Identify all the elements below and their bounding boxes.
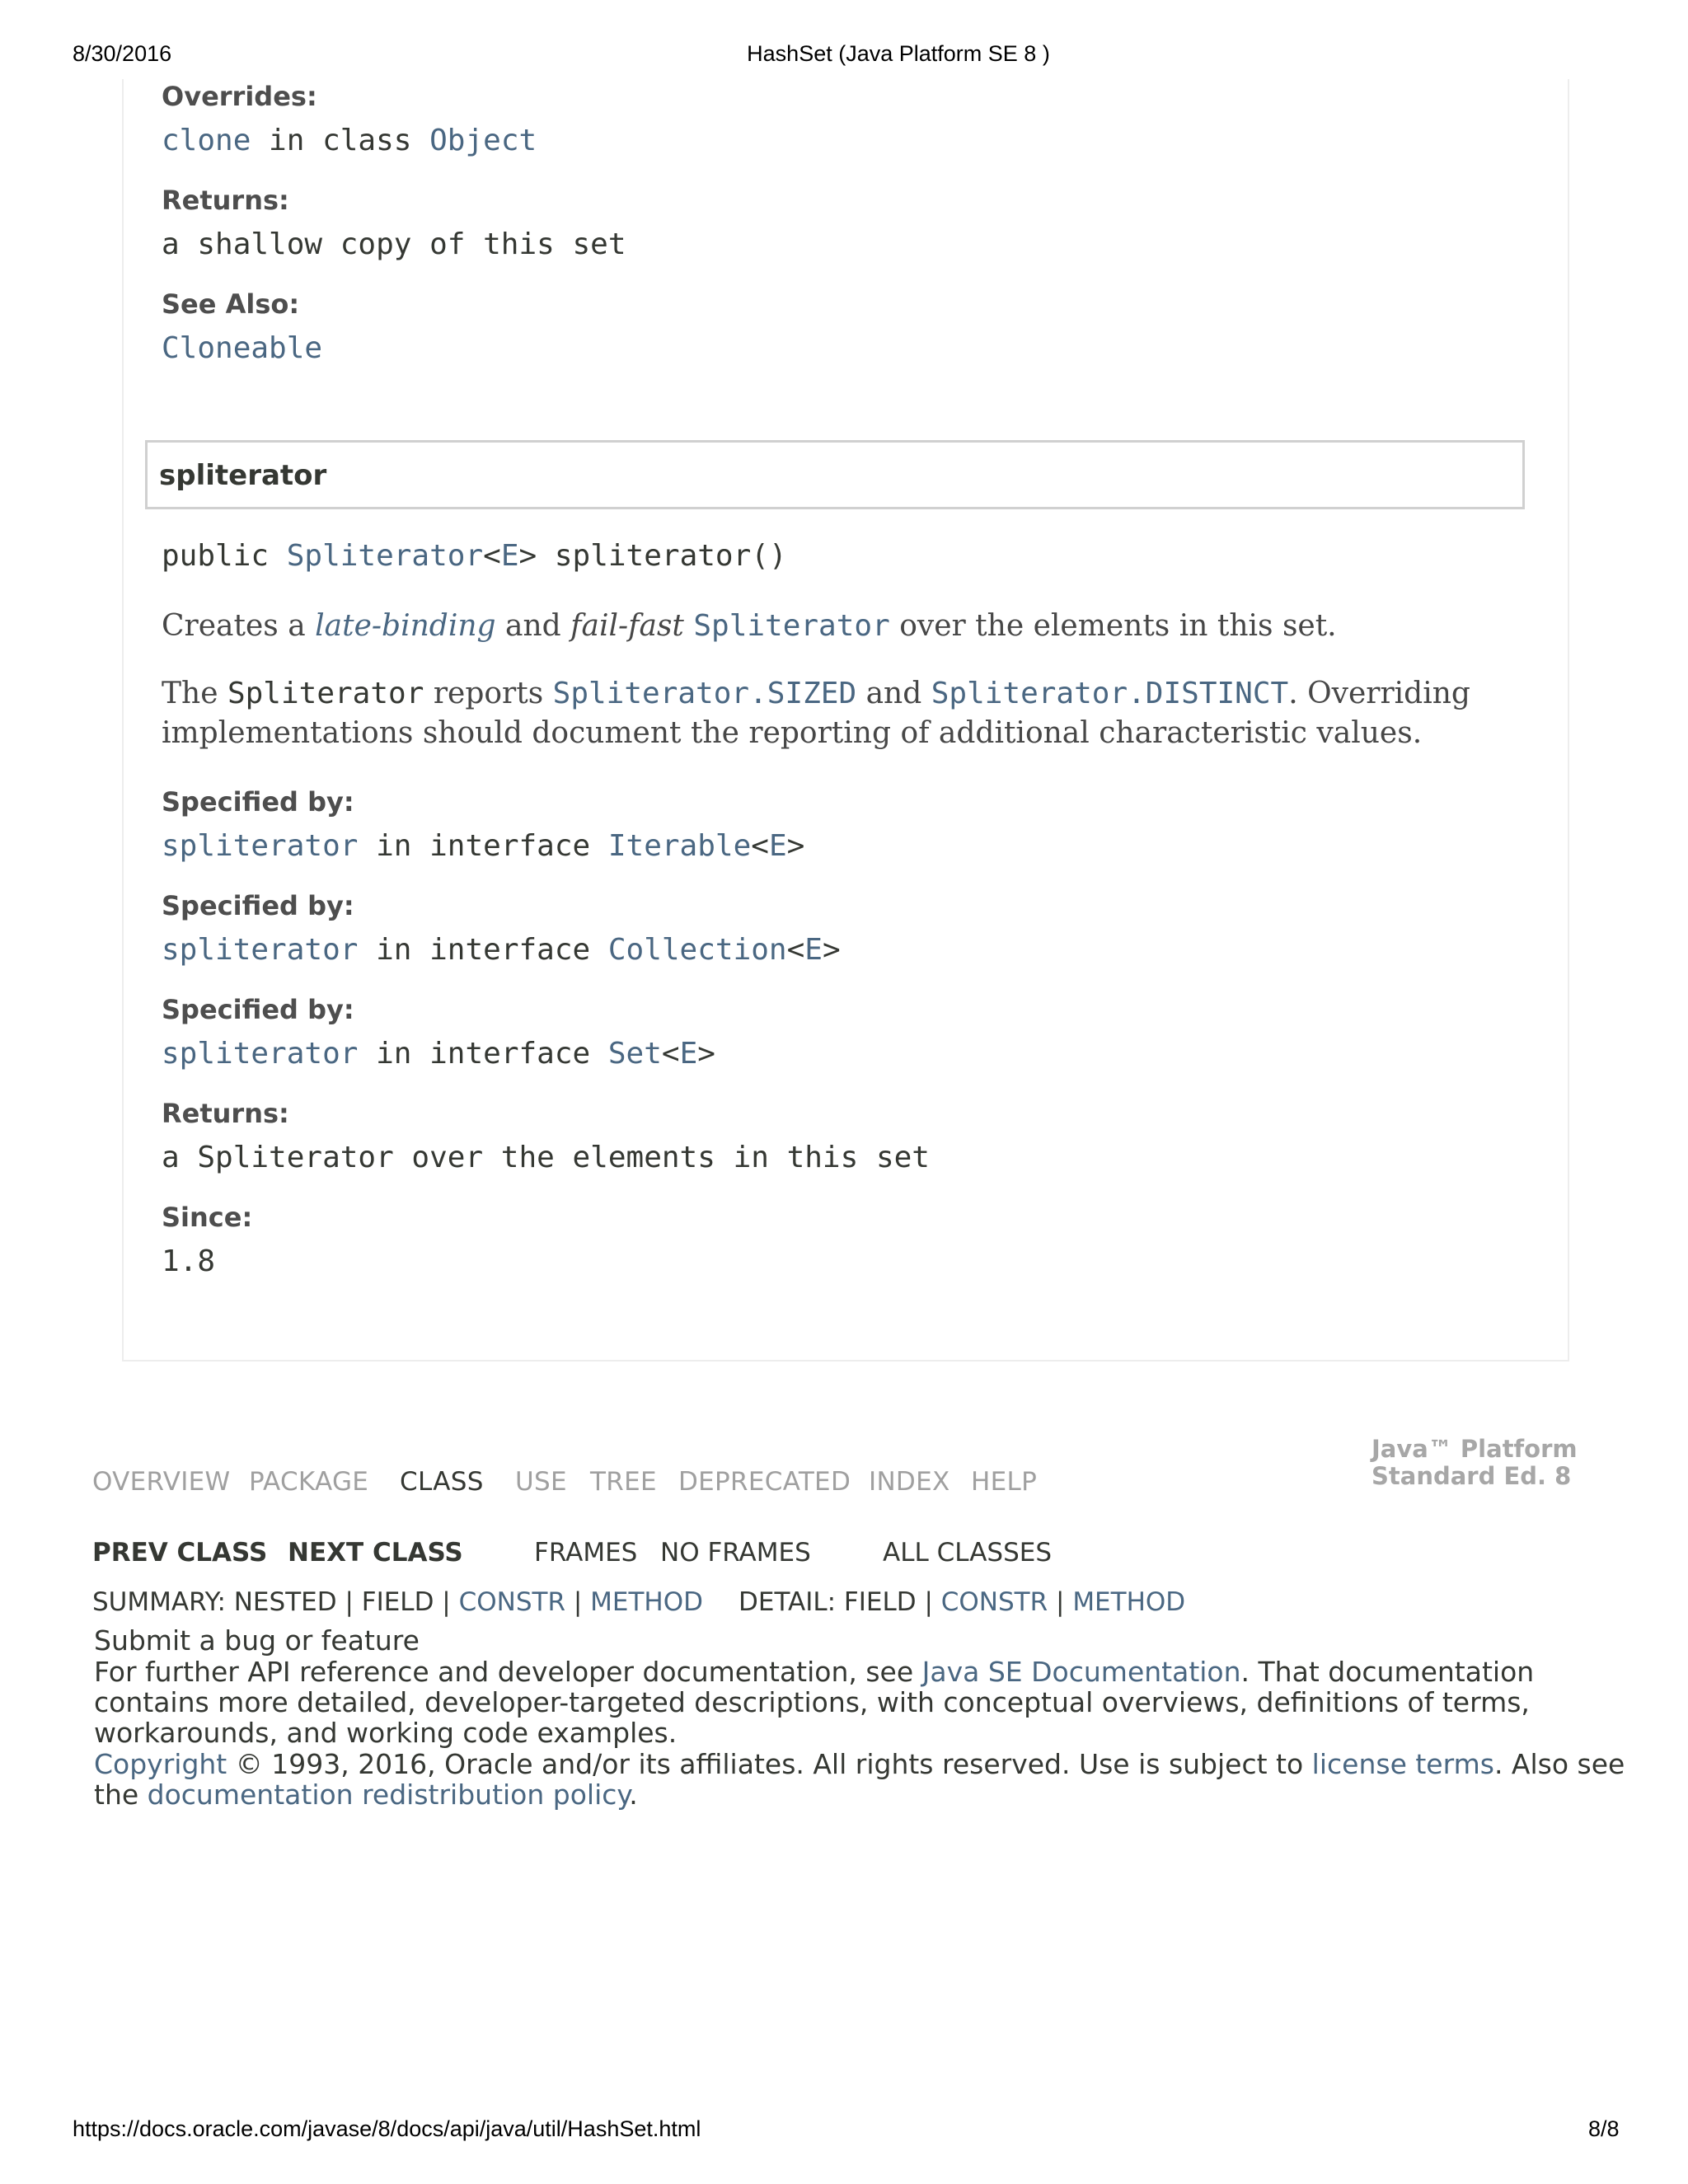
summary-label: SUMMARY: NESTED | FIELD |	[92, 1587, 459, 1617]
signature-prefix: public	[162, 539, 287, 573]
spliterator-returns-label: Returns:	[162, 1098, 289, 1129]
spliterator-link[interactable]: Spliterator	[693, 609, 890, 643]
prev-class-link[interactable]: PREV CLASS	[92, 1538, 268, 1568]
copyright-link[interactable]: Copyright	[94, 1748, 227, 1780]
lt-symbol: <	[786, 933, 805, 967]
collection-link[interactable]: Collection	[607, 933, 787, 967]
desc2-text-a: The	[162, 677, 227, 710]
since-value: 1.8	[162, 1244, 216, 1278]
signature-rest: > spliterator()	[518, 539, 787, 573]
specified-by-collection	[162, 933, 841, 967]
further-text-a: For further API reference and developer documentation, see	[94, 1656, 922, 1688]
specified-mid-text: in interface	[358, 829, 608, 863]
submit-bug-link[interactable]: Submit a bug or feature	[94, 1624, 420, 1657]
nav-use[interactable]: USE	[515, 1467, 567, 1497]
specified-by-iterable	[162, 829, 804, 863]
brand-line-1: Java™ Platform	[1372, 1435, 1578, 1463]
copyright-text	[94, 1749, 1685, 1810]
desc1-text-a: Creates a	[162, 609, 316, 643]
spliterator-collection-link[interactable]: spliterator	[162, 933, 359, 967]
license-terms-link[interactable]: license terms	[1311, 1748, 1494, 1780]
summary-method-link[interactable]: METHOD	[590, 1587, 704, 1617]
nav-package[interactable]: PACKAGE	[249, 1467, 369, 1497]
further-line-3: workarounds, and working code examples.	[94, 1717, 678, 1749]
description-paragraph-2	[162, 674, 1497, 753]
overrides-value	[162, 124, 537, 157]
specified-by-label-2: Specified by:	[162, 890, 354, 921]
spliterator-returns-value: a Spliterator over the elements in this set	[162, 1141, 930, 1174]
overrides-label: Overrides:	[162, 81, 317, 112]
nav-class-current: CLASS	[400, 1467, 484, 1497]
print-date: 8/30/2016	[73, 41, 172, 66]
object-class-link[interactable]: Object	[429, 124, 537, 157]
detail-constr-link[interactable]: CONSTR	[940, 1587, 1048, 1617]
specified-by-label-1: Specified by:	[162, 786, 354, 818]
java-se-documentation-link[interactable]: Java SE Documentation	[921, 1656, 1241, 1688]
no-frames-link[interactable]: NO FRAMES	[660, 1538, 811, 1568]
generic-e-link[interactable]: E	[804, 933, 823, 967]
specified-by-label-3: Specified by:	[162, 994, 354, 1025]
nav-index[interactable]: INDEX	[869, 1467, 950, 1497]
gt-symbol: >	[822, 933, 841, 967]
detail-nav	[738, 1587, 1185, 1617]
detail-label: DETAIL: FIELD |	[738, 1587, 941, 1617]
brand-line-2: Standard Ed. 8	[1372, 1462, 1572, 1490]
desc2-text-end: . Overriding	[1288, 677, 1470, 710]
detail-method-link[interactable]: METHOD	[1072, 1587, 1186, 1617]
method-name-heading: spliterator	[159, 459, 327, 492]
print-page-number: 8/8	[1588, 2116, 1620, 2141]
specified-by-set	[162, 1037, 715, 1071]
nav-help[interactable]: HELP	[971, 1467, 1038, 1497]
signature-lt: <	[483, 539, 501, 573]
gt-symbol: >	[697, 1037, 715, 1071]
desc1-text-end: over the elements in this set.	[889, 609, 1337, 643]
specified-mid-text: in interface	[358, 933, 608, 967]
sized-link[interactable]: Spliterator.SIZED	[552, 677, 857, 710]
nav-deprecated[interactable]: DEPRECATED	[678, 1467, 851, 1497]
desc2-line-2: implementations should document the reporting of additional characteristic values.	[162, 716, 1423, 750]
further-line-2: contains more detailed, developer-targeted descriptions, with conceptual overviews, definitions of terms,	[94, 1686, 1530, 1718]
summary-sep: |	[565, 1587, 591, 1617]
desc2-text-b: reports	[424, 677, 553, 710]
cloneable-link[interactable]: Cloneable	[162, 331, 323, 365]
since-label: Since:	[162, 1202, 253, 1233]
frames-link[interactable]: FRAMES	[534, 1538, 638, 1568]
clone-link[interactable]: clone	[162, 124, 251, 157]
redistribution-policy-link[interactable]: documentation redistribution policy	[147, 1779, 630, 1811]
returns-value: a shallow copy of this set	[162, 227, 626, 261]
desc1-text-and: and	[495, 609, 571, 643]
print-title: HashSet (Java Platform SE 8 )	[747, 41, 1050, 66]
next-class-link[interactable]: NEXT CLASS	[288, 1538, 463, 1568]
specified-mid-text: in interface	[358, 1037, 608, 1071]
desc1-space	[684, 609, 693, 643]
set-link[interactable]: Set	[607, 1037, 662, 1071]
spliterator-method-header	[145, 440, 1525, 509]
returns-label: Returns:	[162, 185, 289, 216]
lt-symbol: <	[751, 829, 769, 863]
also-see-text: . Also see	[1493, 1748, 1625, 1780]
period-text: .	[629, 1779, 638, 1811]
fail-fast-text: fail-fast	[570, 609, 684, 643]
the-text: the	[94, 1779, 148, 1811]
further-text-b: . That documentation	[1240, 1656, 1535, 1688]
generic-e-link[interactable]: E	[768, 829, 787, 863]
copyright-body: © 1993, 2016, Oracle and/or its affiliates. All rights reserved. Use is subject to	[227, 1748, 1312, 1780]
see-also-value	[162, 331, 322, 365]
spliterator-type-link[interactable]: Spliterator	[286, 539, 484, 573]
summary-constr-link[interactable]: CONSTR	[458, 1587, 565, 1617]
further-reference-text	[94, 1657, 1627, 1748]
summary-nav	[92, 1587, 703, 1617]
lt-symbol: <	[661, 1037, 680, 1071]
all-classes-link[interactable]: ALL CLASSES	[883, 1538, 1053, 1568]
spliterator-set-link[interactable]: spliterator	[162, 1037, 359, 1071]
overrides-mid-text: in class	[251, 124, 430, 157]
desc2-code-spliterator: Spliterator	[227, 677, 424, 710]
iterable-link[interactable]: Iterable	[607, 829, 752, 863]
detail-sep: |	[1048, 1587, 1073, 1617]
nav-overview[interactable]: OVERVIEW	[92, 1467, 231, 1497]
spliterator-iterable-link[interactable]: spliterator	[162, 829, 359, 863]
see-also-label: See Also:	[162, 288, 300, 320]
java-platform-brand	[1372, 1436, 1578, 1490]
late-binding-link[interactable]: late-binding	[315, 609, 496, 643]
gt-symbol: >	[786, 829, 805, 863]
generic-e-link[interactable]: E	[500, 539, 519, 573]
desc2-text-and: and	[856, 677, 931, 710]
print-url: https://docs.oracle.com/javase/8/docs/api/java/util/HashSet.html	[73, 2116, 701, 2141]
method-signature	[162, 539, 787, 573]
generic-e-link[interactable]: E	[679, 1037, 698, 1071]
description-paragraph-1	[162, 607, 1497, 646]
distinct-link[interactable]: Spliterator.DISTINCT	[931, 677, 1289, 710]
nav-tree[interactable]: TREE	[590, 1467, 657, 1497]
